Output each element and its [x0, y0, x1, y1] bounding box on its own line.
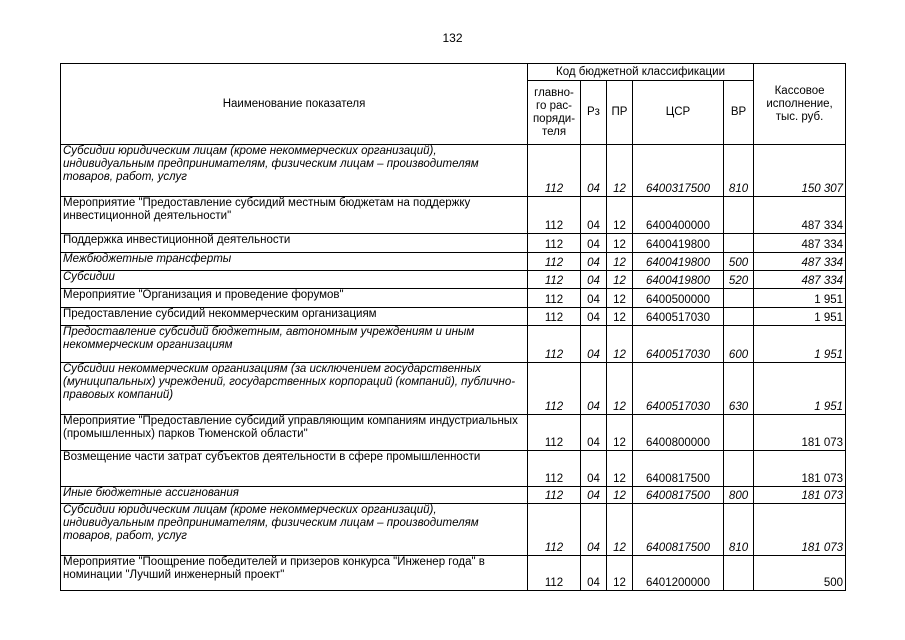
row-name: Субсидии некоммерческим организациям (за исключением государственных (муниципальных) учреждений, государственных корпораций (компаний), публично-правовых компаний): [61, 363, 528, 415]
header-glavny: главно-го рас-поряди-теля: [528, 81, 581, 145]
row-glavny: 112: [528, 271, 581, 289]
row-rz: 04: [581, 326, 607, 363]
row-pr: 12: [607, 415, 633, 451]
row-rz: 04: [581, 234, 607, 253]
row-rz: 04: [581, 289, 607, 308]
row-name: Мероприятие "Предоставление субсидий управляющим компаниям индустриальных (промышленных) парков Тюменской области": [61, 415, 528, 451]
row-glavny: 112: [528, 289, 581, 308]
table-row: [61, 289, 846, 308]
row-rz: 04: [581, 253, 607, 271]
row-csr: 6400500000: [633, 289, 724, 308]
row-name: Иные бюджетные ассигнования: [61, 487, 528, 504]
row-amount: 1 951: [754, 289, 846, 308]
row-vr: [724, 556, 754, 591]
row-amount: 181 073: [754, 504, 846, 556]
row-amount: 487 334: [754, 234, 846, 253]
table-row: [61, 326, 846, 363]
row-glavny: 112: [528, 451, 581, 487]
row-rz: 04: [581, 504, 607, 556]
row-rz: 04: [581, 363, 607, 415]
row-pr: 12: [607, 197, 633, 234]
row-name: Субсидии юридическим лицам (кроме некоммерческих организаций), индивидуальным предпринимателям, физическим лицам – производителям товаров, работ, услуг: [61, 145, 528, 197]
row-pr: 12: [607, 504, 633, 556]
row-name: Мероприятие "Предоставление субсидий местным бюджетам на поддержку инвестиционной деятельности": [61, 197, 528, 234]
row-csr: 6401200000: [633, 556, 724, 591]
row-vr: 810: [724, 145, 754, 197]
row-vr: 520: [724, 271, 754, 289]
row-csr: 6400400000: [633, 197, 724, 234]
row-glavny: 112: [528, 415, 581, 451]
table-row: [61, 234, 846, 253]
row-name: Поддержка инвестиционной деятельности: [61, 234, 528, 253]
row-vr: 800: [724, 487, 754, 504]
row-vr: [724, 415, 754, 451]
row-glavny: 112: [528, 253, 581, 271]
row-vr: 630: [724, 363, 754, 415]
table-row: [61, 451, 846, 487]
row-vr: [724, 308, 754, 326]
table-row: [61, 253, 846, 271]
header-name: Наименование показателя: [61, 64, 528, 145]
budget-table: [60, 63, 846, 591]
header-rz: Рз: [581, 81, 607, 145]
row-pr: 12: [607, 271, 633, 289]
row-glavny: 112: [528, 197, 581, 234]
page-number: 132: [442, 31, 463, 45]
row-vr: [724, 197, 754, 234]
row-glavny: 112: [528, 487, 581, 504]
row-rz: 04: [581, 197, 607, 234]
row-amount: 181 073: [754, 487, 846, 504]
row-name: Возмещение части затрат субъектов деятельности в сфере промышленности: [61, 451, 528, 487]
row-amount: 500: [754, 556, 846, 591]
row-vr: [724, 234, 754, 253]
header-code-group: Код бюджетной классификации: [528, 64, 754, 81]
row-glavny: 112: [528, 504, 581, 556]
row-amount: 1 951: [754, 308, 846, 326]
row-pr: 12: [607, 487, 633, 504]
row-name: Мероприятие "Организация и проведение форумов": [61, 289, 528, 308]
row-csr: 6400817500: [633, 451, 724, 487]
row-rz: 04: [581, 145, 607, 197]
table-row: [61, 308, 846, 326]
table-body: [61, 145, 846, 591]
row-csr: 6400817500: [633, 487, 724, 504]
table-row: [61, 363, 846, 415]
table-row: [61, 415, 846, 451]
row-amount: 150 307: [754, 145, 846, 197]
header-amount: Кассовое исполнение, тыс. руб.: [754, 64, 846, 145]
table-row: [61, 145, 846, 197]
row-glavny: 112: [528, 234, 581, 253]
table-row: [61, 556, 846, 591]
row-amount: 181 073: [754, 451, 846, 487]
row-amount: 487 334: [754, 271, 846, 289]
row-rz: 04: [581, 556, 607, 591]
row-vr: [724, 451, 754, 487]
row-rz: 04: [581, 487, 607, 504]
row-vr: 500: [724, 253, 754, 271]
row-rz: 04: [581, 271, 607, 289]
row-csr: 6400817500: [633, 504, 724, 556]
header-csr: ЦСР: [633, 81, 724, 145]
row-pr: 12: [607, 363, 633, 415]
row-name: Мероприятие "Поощрение победителей и призеров конкурса "Инженер года" в номинации "Лучший инженерный проект": [61, 556, 528, 591]
row-name: Субсидии юридическим лицам (кроме некоммерческих организаций), индивидуальным предпринимателям, физическим лицам – производителям товаров, работ, услуг: [61, 504, 528, 556]
table-row: [61, 197, 846, 234]
row-name: Субсидии: [61, 271, 528, 289]
row-csr: 6400800000: [633, 415, 724, 451]
row-vr: 600: [724, 326, 754, 363]
row-csr: 6400419800: [633, 253, 724, 271]
table-row: [61, 504, 846, 556]
table-row: [61, 271, 846, 289]
row-name: Межбюджетные трансферты: [61, 253, 528, 271]
row-pr: 12: [607, 145, 633, 197]
row-pr: 12: [607, 253, 633, 271]
row-csr: 6400317500: [633, 145, 724, 197]
row-pr: 12: [607, 289, 633, 308]
row-pr: 12: [607, 451, 633, 487]
row-csr: 6400419800: [633, 234, 724, 253]
row-glavny: 112: [528, 145, 581, 197]
row-csr: 6400517030: [633, 363, 724, 415]
row-csr: 6400517030: [633, 308, 724, 326]
row-amount: 1 951: [754, 363, 846, 415]
row-glavny: 112: [528, 556, 581, 591]
row-glavny: 112: [528, 326, 581, 363]
table-row: [61, 487, 846, 504]
row-name: Предоставление субсидий бюджетным, автономным учреждениям и иным некоммерческим организациям: [61, 326, 528, 363]
row-vr: 810: [724, 504, 754, 556]
row-amount: 487 334: [754, 197, 846, 234]
header-vr: ВР: [724, 81, 754, 145]
row-pr: 12: [607, 326, 633, 363]
row-name: Предоставление субсидий некоммерческим организациям: [61, 308, 528, 326]
row-pr: 12: [607, 556, 633, 591]
row-rz: 04: [581, 308, 607, 326]
row-glavny: 112: [528, 308, 581, 326]
row-rz: 04: [581, 451, 607, 487]
row-csr: 6400517030: [633, 326, 724, 363]
row-csr: 6400419800: [633, 271, 724, 289]
row-amount: 1 951: [754, 326, 846, 363]
row-amount: 487 334: [754, 253, 846, 271]
header-pr: ПР: [607, 81, 633, 145]
row-pr: 12: [607, 234, 633, 253]
row-glavny: 112: [528, 363, 581, 415]
row-amount: 181 073: [754, 415, 846, 451]
row-pr: 12: [607, 308, 633, 326]
row-rz: 04: [581, 415, 607, 451]
row-vr: [724, 289, 754, 308]
